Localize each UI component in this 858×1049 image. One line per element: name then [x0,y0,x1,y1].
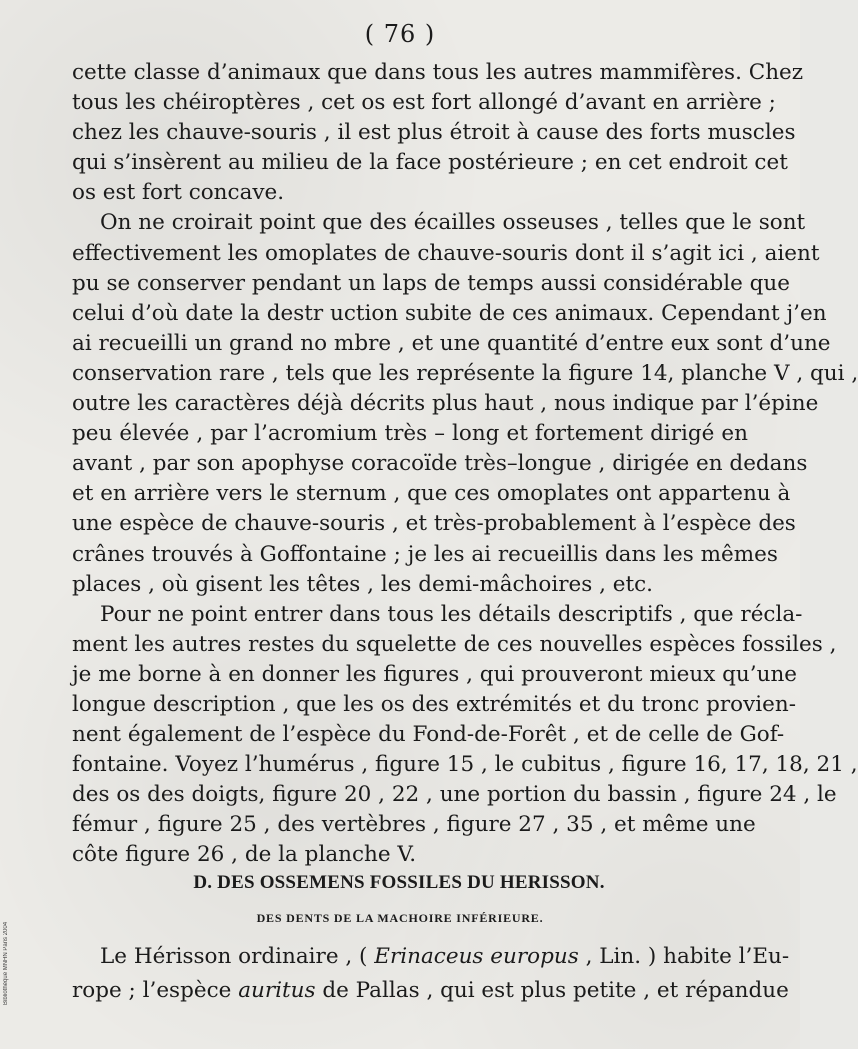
text-fragment: , Lin. ) habite l’Eu- [578,944,790,969]
text-line [72,974,789,1008]
body-text [72,58,858,871]
text-fragment: rope ; l’espèce [72,978,239,1003]
species-name: auritus [238,978,316,1003]
text-line: des os des doigts, figure 20 , 22 , une portion du bassin , figure 24 , le [72,782,837,808]
text-line: et en arrière vers le sternum , que ces omoplates ont appartenu à [72,481,791,507]
section-subtitle: DES DENTS DE LA MACHOIRE INFÉRIEURE. [256,911,544,925]
section-title: D. DES OSSEMENS FOSSILES DU HERISSON. [193,872,605,893]
text-line: crânes trouvés à Goffontaine ; je les ai recueillis dans les mêmes [72,541,778,567]
text-line: fontaine. Voyez l’humérus , figure 15 , le cubitus , figure 16, 17, 18, 21 , [72,752,858,778]
text-line: pu se conserver pendant un laps de temps aussi considérable que [72,270,790,296]
text-line: cette classe d’animaux que dans tous les autres mammifères. Chez [72,60,804,85]
text-line: celui d’où date la destr uction subite de ces animaux. Cependant j’en [72,300,827,326]
final-paragraph [72,940,790,1008]
text-line: qui s’insèrent au milieu de la face postérieure ; en cet endroit cet [72,150,788,176]
text-line: ment les autres restes du squelette de ces nouvelles espèces fossiles , [72,631,837,657]
text-line: ai recueilli un grand no mbre , et une quantité d’entre eux sont d’une [72,330,831,356]
page-number: ( 76 ) [364,20,436,48]
text-line [72,940,790,974]
text-line: côte figure 26 , de la planche V. [72,842,417,868]
text-line: conservation rare , tels que les représente la figure 14, planche V , qui , [72,360,858,386]
text-line: chez les chauve-souris , il est plus étroit à cause des forts muscles [72,120,796,146]
text-fragment: de Pallas , qui est plus petite , et répandue [315,978,789,1003]
text-line: peu élevée , par l’acromium très – long et fortement dirigé en [72,421,748,447]
text-line: outre les caractères déjà décrits plus haut , nous indique par l’épine [72,391,819,417]
text-line: nent également de l’espèce du Fond-de-Forêt , et de celle de Gof- [72,722,785,748]
species-name: Erinaceus europus [374,944,579,969]
text-line: longue description , que les os des extrémités et du tronc provien- [72,691,796,717]
text-line: tous les chéiroptères , cet os est fort allongé d’avant en arrière ; [72,90,776,116]
text-line: avant , par son apophyse coracoïde très–longue , dirigée en dedans [72,451,808,477]
text-line: je me borne à en donner les figures , qui prouveront mieux qu’une [72,661,798,687]
text-line: une espèce de chauve-souris , et très-probablement à l’espèce des [72,511,796,537]
text-line: fémur , figure 25 , des vertèbres , figure 27 , 35 , et même une [72,812,756,838]
text-line: effectivement les omoplates de chauve-souris dont il s’agit ici , aient [72,240,820,266]
text-line: os est fort concave. [72,180,285,206]
library-stamp: Bibliothèque MNHN Paris 2004 [3,921,9,1005]
text-line: On ne croirait point que des écailles osseuses , telles que le sont [100,210,806,236]
text-fragment: Le Hérisson ordinaire , ( [100,944,375,969]
text-line: Pour ne point entrer dans tous les détails descriptifs , que récla- [100,601,803,627]
text-line: places , où gisent les têtes , les demi-mâchoires , etc. [72,571,654,597]
